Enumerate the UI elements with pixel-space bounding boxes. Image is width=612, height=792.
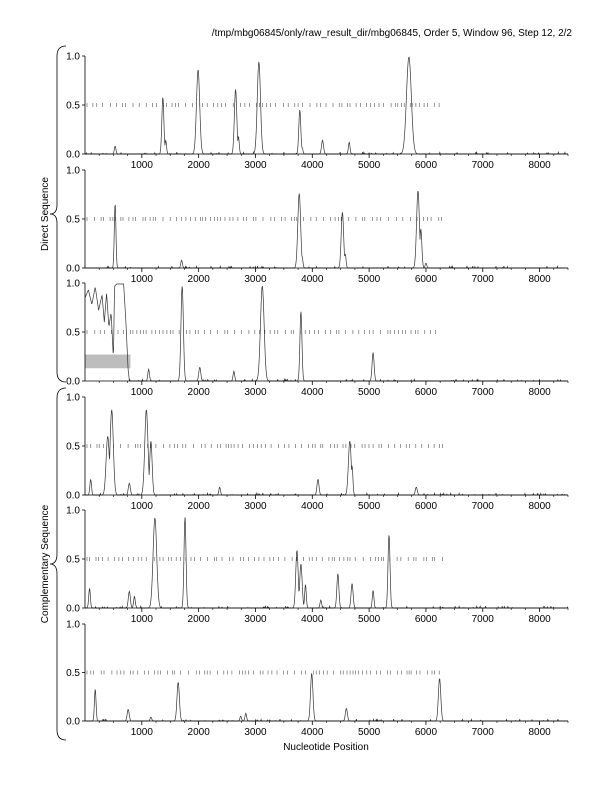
x-tick-label: 3000 [244, 727, 267, 738]
stop-codon-marks [87, 103, 439, 107]
x-tick-label: 7000 [471, 274, 494, 285]
x-tick-label: 2000 [187, 160, 210, 171]
figure-title: /tmp/mbg06845/only/raw_result_dir/mbg06845, Order 5, Window 96, Step 12, 2/2 [211, 28, 572, 39]
x-tick-label: 5000 [357, 274, 381, 285]
y-tick-label: 1.0 [66, 505, 80, 517]
y-tick-label: 0.0 [66, 490, 80, 502]
y-tick-label: 0.0 [66, 716, 80, 728]
x-tick-label: 7000 [471, 160, 494, 171]
y-tick-label: 1.0 [66, 51, 80, 63]
x-tick-label: 4000 [301, 727, 324, 738]
y-tick-label: 1.0 [66, 278, 80, 290]
y-tick-label: 0.5 [66, 554, 80, 566]
x-tick-label: 8000 [528, 387, 551, 398]
stop-codon-marks [87, 217, 442, 221]
y-tick-label: 1.0 [66, 165, 80, 177]
x-tick-label: 4000 [301, 614, 324, 625]
x-tick-label: 5000 [357, 614, 381, 625]
y-tick-label: 0.5 [66, 100, 80, 112]
complementary-sequence-label: Complementary Sequence [40, 504, 51, 624]
x-tick-label: 3000 [244, 387, 267, 398]
probability-line [85, 191, 568, 268]
x-tick-label: 6000 [414, 387, 438, 398]
x-tick-label: 3000 [244, 501, 267, 512]
x-tick-label: 2000 [187, 614, 210, 625]
y-tick-label: 0.5 [66, 327, 80, 339]
panel-2 [66, 166, 568, 286]
x-tick-label: 5000 [357, 387, 381, 398]
x-tick-label: 2000 [187, 274, 210, 285]
y-tick-label: 0.0 [66, 263, 80, 275]
x-tick-label: 6000 [414, 274, 438, 285]
x-tick-label: 8000 [528, 160, 551, 171]
x-tick-label: 1000 [130, 727, 153, 738]
stop-codon-marks [87, 330, 436, 334]
x-tick-label: 6000 [414, 160, 438, 171]
x-tick-label: 3000 [244, 614, 267, 625]
x-tick-label: 4000 [301, 160, 324, 171]
y-tick-label: 0.5 [66, 214, 80, 226]
x-tick-label: 8000 [528, 727, 551, 738]
x-tick-label: 8000 [528, 274, 551, 285]
stop-codon-marks [87, 444, 442, 448]
x-tick-label: 8000 [528, 614, 551, 625]
y-tick-label: 0.5 [66, 668, 80, 679]
x-tick-label: 7000 [471, 614, 494, 625]
direct-sequence-brace [50, 46, 66, 382]
x-tick-label: 5000 [357, 501, 381, 512]
y-tick-label: 0.5 [66, 441, 80, 453]
probability-line [85, 284, 568, 381]
x-tick-label: 1000 [130, 160, 153, 171]
panel-1 [66, 52, 568, 172]
panels [66, 52, 568, 739]
x-tick-label: 2000 [187, 501, 210, 512]
x-tick-label: 2000 [187, 727, 210, 738]
x-tick-label: 7000 [471, 727, 494, 738]
x-tick-label: 5000 [357, 727, 381, 738]
x-tick-label: 4000 [301, 387, 324, 398]
stop-codon-marks [87, 557, 443, 561]
x-tick-label: 8000 [528, 501, 551, 512]
x-tick-label: 5000 [357, 160, 381, 171]
x-tick-label: 2000 [187, 387, 210, 398]
panel-3 [66, 279, 568, 399]
stop-codon-marks [87, 671, 439, 675]
x-tick-label: 7000 [471, 387, 494, 398]
panel-5 [66, 506, 568, 626]
y-tick-label: 1.0 [66, 392, 80, 404]
x-tick-label: 6000 [414, 501, 438, 512]
x-tick-label: 1000 [130, 614, 153, 625]
x-tick-label: 6000 [414, 614, 438, 625]
x-tick-label: 1000 [130, 274, 153, 285]
probability-line [85, 57, 568, 154]
x-tick-label: 7000 [471, 501, 494, 512]
x-axis-label: Nucleotide Position [283, 742, 369, 753]
complementary-sequence-brace [50, 388, 66, 740]
x-tick-label: 4000 [301, 501, 324, 512]
shaded-region [85, 355, 130, 369]
y-tick-label: 1.0 [66, 619, 80, 631]
x-tick-label: 6000 [414, 727, 438, 738]
y-tick-label: 0.0 [66, 376, 80, 388]
x-tick-label: 3000 [244, 274, 267, 285]
x-tick-label: 1000 [130, 387, 153, 398]
x-tick-label: 4000 [301, 274, 324, 285]
direct-sequence-label: Direct Sequence [40, 177, 51, 251]
panel-4 [66, 393, 568, 513]
probability-line [85, 517, 568, 608]
x-tick-label: 1000 [130, 501, 153, 512]
panel-6 [66, 620, 568, 739]
probability-line [85, 674, 568, 721]
probability-line [85, 410, 568, 495]
x-tick-label: 3000 [244, 160, 267, 171]
y-tick-label: 0.0 [66, 603, 80, 615]
y-tick-label: 0.0 [66, 149, 80, 161]
